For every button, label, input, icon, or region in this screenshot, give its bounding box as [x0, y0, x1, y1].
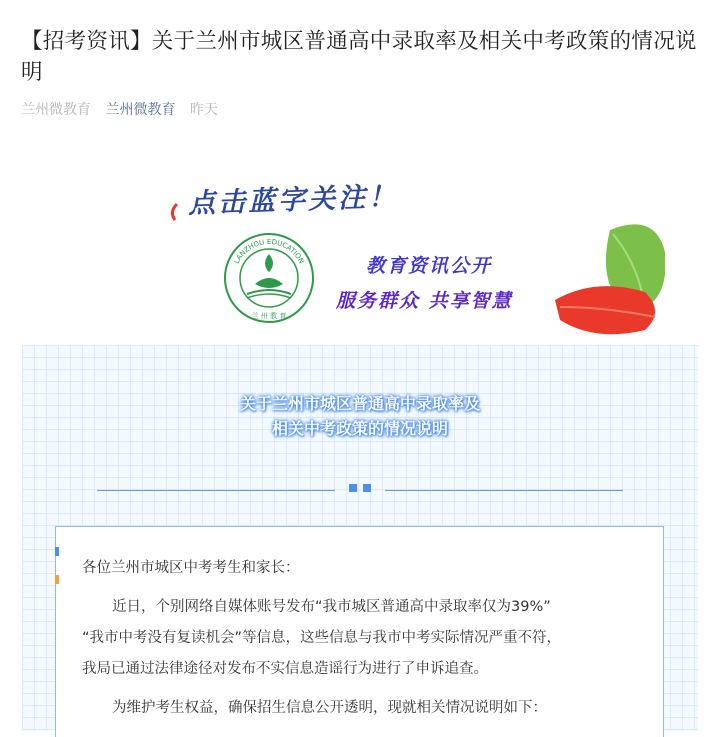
notice-greeting: 各位兰州市城区中考考生和家长：: [82, 560, 300, 576]
red-leaf-icon: [555, 286, 655, 334]
divider-left: [97, 490, 335, 491]
red-accent-icon: [172, 204, 177, 220]
divider-right: [385, 490, 623, 491]
notice-header-line2: 相关中考政策的情况说明: [271, 419, 448, 438]
notice-header-line1: 关于兰州市城区普通高中录取率及: [239, 394, 480, 413]
logo-arc-text: LANZHOU EDUCATION: [232, 237, 306, 266]
article-title: 【招考资讯】关于兰州市城区普通高中录取率及相关中考政策的情况说明: [21, 29, 697, 85]
banner-slogan-line2: 服务群众 共享智慧: [336, 290, 513, 312]
notice-header-title: [150, 391, 570, 441]
banner-slogan-line1: 教育资讯公开: [366, 255, 493, 277]
logo-bottom-text: 兰 州 教 育: [251, 312, 287, 320]
article-meta: [21, 99, 218, 119]
notice-paragraph1-line1: 近日，个别网络自媒体账号发布“我市城区普通高中录取率仅为39%”: [112, 599, 551, 615]
follow-prompt: 点击蓝字关注！: [187, 181, 399, 220]
account-name-link[interactable]: 兰州微教育: [105, 102, 176, 118]
lanzhou-education-logo: [223, 232, 315, 324]
notice-paragraph1-line2: “我市中考没有复读机会”等信息，这些信息与我市中考实际情况严重不符，: [82, 630, 562, 646]
article-source: 兰州微教育: [21, 102, 91, 118]
blue-marker-icon: [55, 547, 59, 556]
orange-marker-icon: [55, 575, 59, 584]
publish-time: 昨天: [189, 102, 218, 118]
notice-paragraph2-line1: 为维护考生权益，确保招生信息公开透明，现就相关情况说明如下：: [112, 700, 547, 716]
divider-square-icon: [349, 484, 357, 492]
notice-paragraph1-line3: 我局已通过法律途径对发布不实信息造谣行为进行了申诉追查。: [82, 661, 488, 677]
divider-square-icon: [363, 484, 371, 492]
